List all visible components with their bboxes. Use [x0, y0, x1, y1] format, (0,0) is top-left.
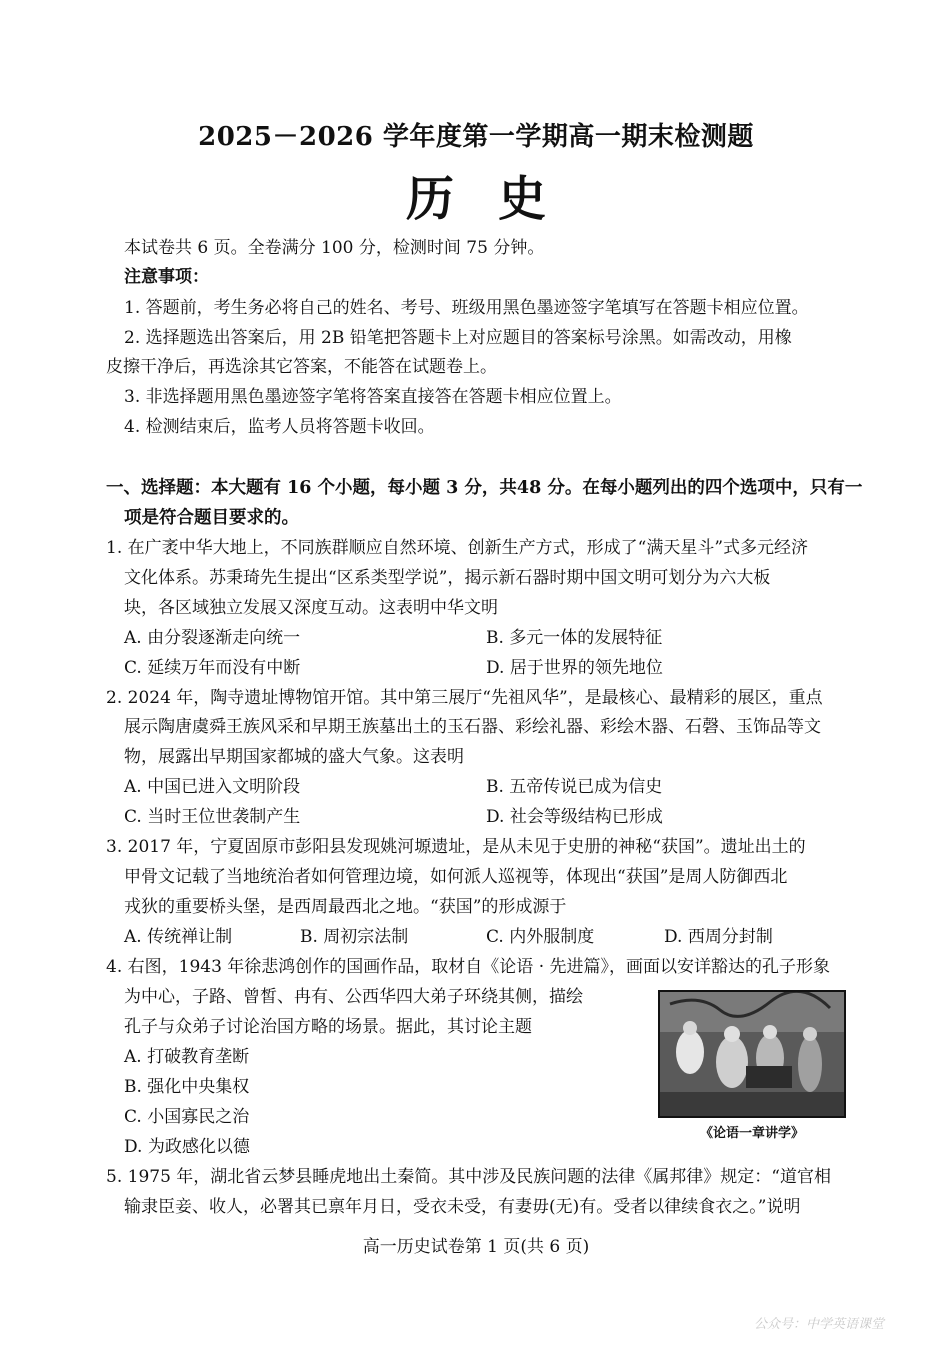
subject-title: 历史	[405, 171, 590, 227]
watermark-text: 公众号：中学英语课堂	[754, 1317, 885, 1332]
notes-heading: 注意事项：	[124, 267, 209, 287]
q1-stem-line-1: 1. 在广袤中华大地上，不同族群顺应自然环境、创新生产方式，形成了“满天星斗”式多元经济	[106, 538, 809, 558]
note-1: 1. 答题前，考生务必将自己的姓名、考号、班级用黑色墨迹签字笔填写在答题卡相应位置。	[124, 298, 809, 318]
section-1-heading: 一、选择题：本大题有 16 个小题，每小题 3 分，共48 分。在每小题列出的四个选项中，只有一	[106, 478, 863, 498]
note-3: 3. 非选择题用黑色墨迹签字笔将答案直接答在答题卡相应位置上。	[124, 387, 622, 407]
q4-option-d: D. 为政感化以德	[124, 1137, 250, 1157]
q5-stem-line-2: 输隶臣妾、收人，必署其已禀年月日，受衣未受，有妻毋(无)有。受者以律续食衣之。”说明	[124, 1197, 801, 1217]
page-footer: 高一历史试卷第 1 页(共 6 页)	[362, 1237, 590, 1257]
q3-option-c: C. 内外服制度	[486, 927, 595, 947]
q1-option-a: A. 由分裂逐渐走向统一	[124, 628, 301, 648]
q3-option-d: D. 西周分封制	[664, 927, 773, 947]
q3-stem-line-2: 甲骨文记载了当地统治者如何管理边境，如何派人巡视等，体现出“获国”是周人防御西北	[124, 867, 788, 887]
painting-image	[658, 990, 846, 1118]
q2-stem-line-1: 2. 2024 年，陶寺遗址博物馆开馆。其中第三展厅“先祖风华”，是最核心、最精彩的展区，重点	[106, 688, 823, 708]
q1-stem-line-2: 文化体系。苏秉琦先生提出“区系类型学说”，揭示新石器时期中国文明可划分为六大板	[124, 568, 771, 588]
q5-stem-line-1: 5. 1975 年，湖北省云梦县睡虎地出土秦简。其中涉及民族问题的法律《属邦律》规定：“道官相	[106, 1167, 831, 1187]
q2-option-a: A. 中国已进入文明阶段	[124, 777, 301, 797]
q4-stem-line-2: 为中心，子路、曾皙、冉有、公西华四大弟子环绕其侧，描绘	[124, 987, 583, 1007]
q3-stem-line-1: 3. 2017 年，宁夏固原市彭阳县发现姚河塬遗址，是从未见于史册的神秘“获国”。遗址出土的	[106, 837, 806, 857]
q3-option-a: A. 传统禅让制	[124, 927, 233, 947]
q1-option-b: B. 多元一体的发展特征	[486, 628, 663, 648]
q4-option-a: A. 打破教育垄断	[124, 1047, 250, 1067]
q4-option-c: C. 小国寡民之治	[124, 1107, 250, 1127]
painting-illustration	[660, 992, 844, 1116]
q3-option-b: B. 周初宗法制	[300, 927, 409, 947]
painting-caption: 《论语一章讲学》	[699, 1126, 804, 1141]
q1-option-d: D. 居于世界的领先地位	[486, 658, 663, 678]
section-1-heading-cont: 项是符合题目要求的。	[124, 508, 299, 528]
exam-intro: 本试卷共 6 页。全卷满分 100 分，检测时间 75 分钟。	[124, 238, 545, 258]
q2-stem-line-2: 展示陶唐虞舜王族风采和早期王族墓出土的玉石器、彩绘礼器、彩绘木器、石磬、玉饰品等文	[124, 717, 821, 737]
q2-stem-line-3: 物，展露出早期国家都城的盛大气象。这表明	[124, 747, 464, 767]
note-2-line-1: 2. 选择题选出答案后，用 2B 铅笔把答题卡上对应题目的答案标号涂黑。如需改动，用橡	[124, 328, 792, 348]
q4-stem-line-3: 孔子与众弟子讨论治国方略的场景。据此，其讨论主题	[124, 1017, 532, 1037]
q1-option-c: C. 延续万年而没有中断	[124, 658, 301, 678]
q3-stem-line-3: 戎狄的重要桥头堡，是西周最西北之地。“获国”的形成源于	[124, 897, 567, 917]
note-2-line-2: 皮擦干净后，再选涂其它答案，不能答在试题卷上。	[106, 357, 497, 377]
q2-option-b: B. 五帝传说已成为信史	[486, 777, 663, 797]
q1-stem-line-3: 块，各区域独立发展又深度互动。这表明中华文明	[124, 598, 498, 618]
q4-stem-line-1: 4. 右图，1943 年徐悲鸿创作的国画作品，取材自《论语 · 先进篇》，画面以安详豁达的孔子形象	[106, 957, 831, 977]
q2-option-d: D. 社会等级结构已形成	[486, 807, 663, 827]
note-4: 4. 检测结束后，监考人员将答题卡收回。	[124, 417, 435, 437]
q4-option-b: B. 强化中央集权	[124, 1077, 250, 1097]
q2-option-c: C. 当时王位世袭制产生	[124, 807, 301, 827]
exam-title: 2025－2026 学年度第一学期高一期末检测题	[198, 122, 754, 152]
